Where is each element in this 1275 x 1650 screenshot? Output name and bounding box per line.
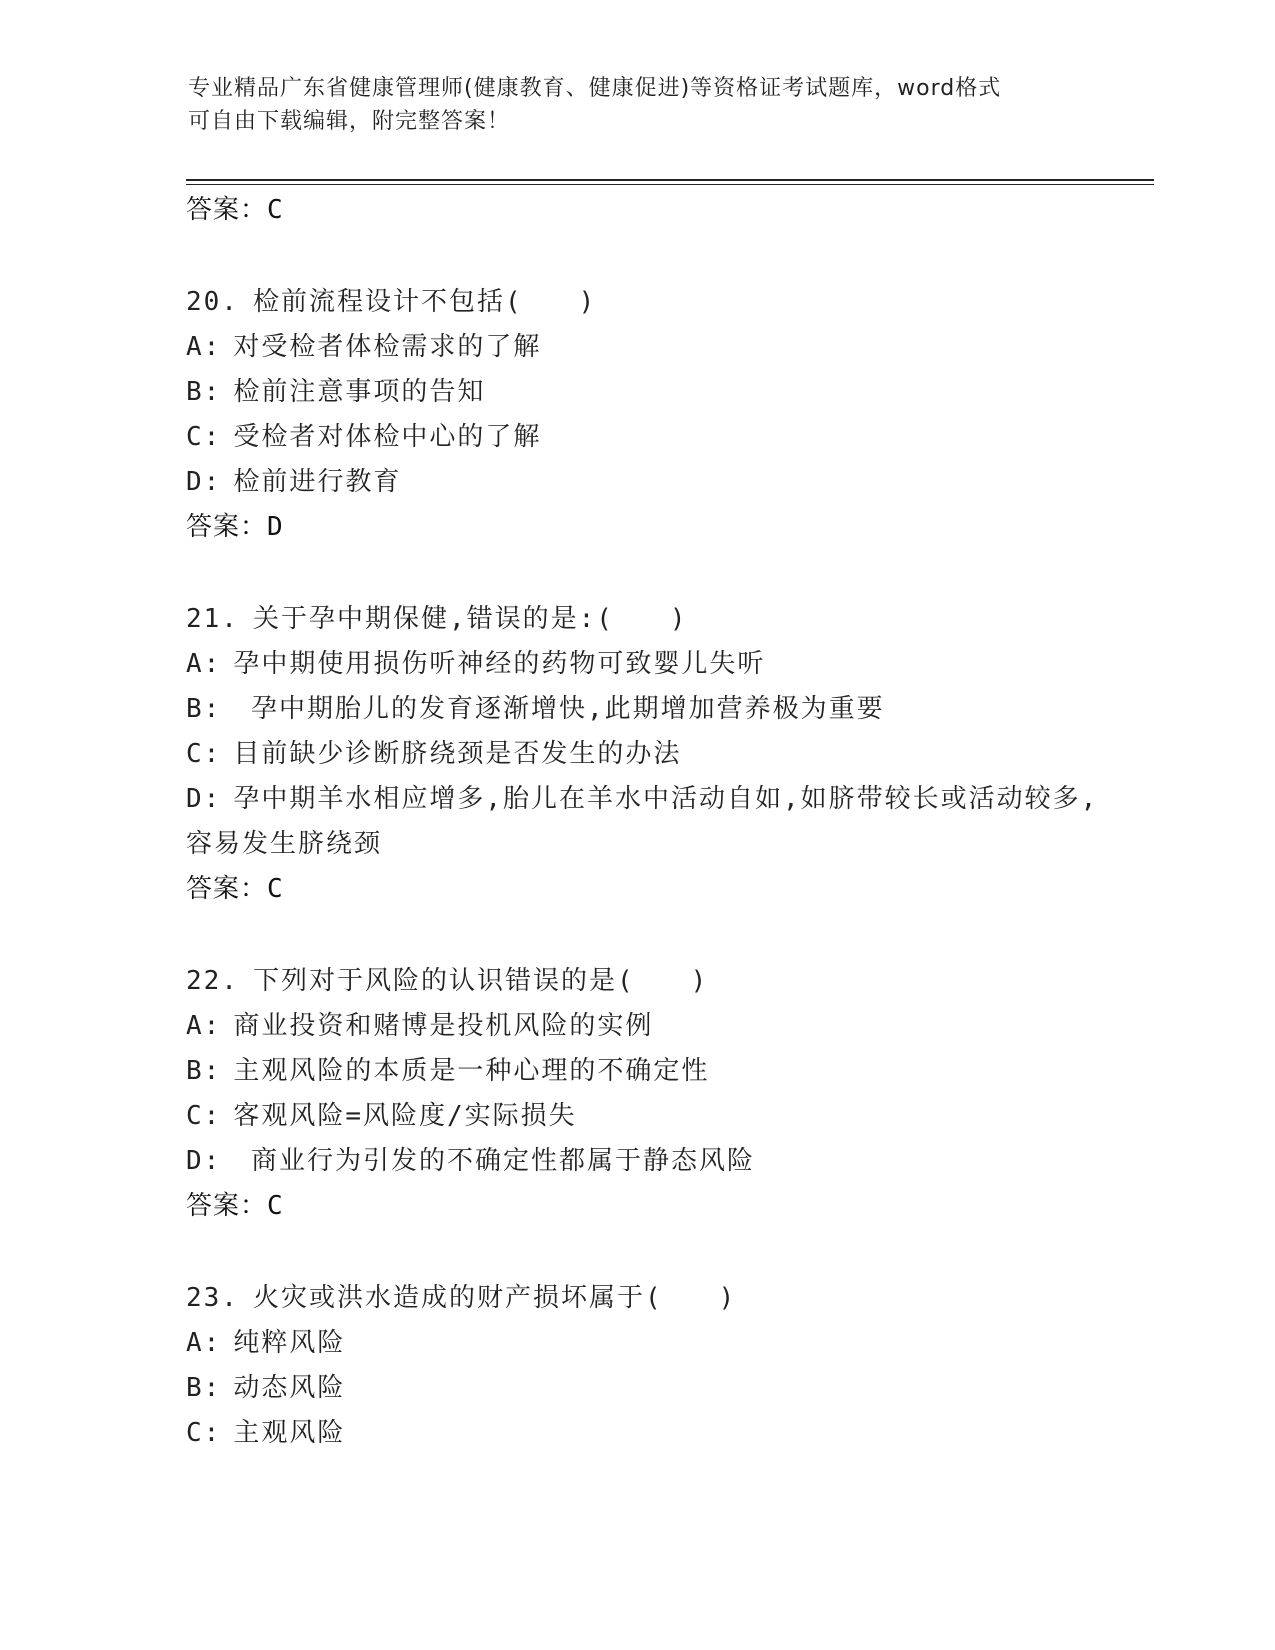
option-c bbox=[186, 415, 1106, 460]
option-c bbox=[186, 732, 1106, 777]
answer-line bbox=[186, 1184, 1106, 1229]
question-list bbox=[186, 188, 1106, 1456]
question-stem bbox=[186, 597, 1106, 642]
option-letter: A: bbox=[186, 1011, 222, 1041]
question-block bbox=[186, 597, 1106, 912]
option-letter: B: bbox=[186, 377, 222, 407]
option-letter: D: bbox=[186, 1146, 222, 1176]
answer-label: 答案： bbox=[186, 512, 268, 542]
option-letter: A: bbox=[186, 649, 222, 679]
option-text: 检前进行教育 bbox=[233, 467, 402, 497]
option-text: 纯粹风险 bbox=[233, 1328, 346, 1358]
option-text: 商业行为引发的不确定性都属于静态风险 bbox=[233, 1146, 755, 1176]
option-letter: B: bbox=[186, 1056, 222, 1086]
option-letter: D: bbox=[186, 467, 222, 497]
option-letter: B: bbox=[186, 694, 222, 724]
answer-key: C bbox=[267, 874, 284, 904]
option-a bbox=[186, 1004, 1106, 1049]
answer-line bbox=[186, 505, 1106, 550]
answer-line bbox=[186, 188, 1106, 233]
option-a bbox=[186, 325, 1106, 370]
option-text: 受检者对体检中心的了解 bbox=[233, 422, 542, 452]
option-text: 主观风险的本质是一种心理的不确定性 bbox=[233, 1056, 710, 1086]
question-block bbox=[186, 959, 1106, 1229]
option-a bbox=[186, 1321, 1106, 1366]
option-d bbox=[186, 460, 1106, 505]
option-text: 检前注意事项的告知 bbox=[233, 377, 486, 407]
option-c bbox=[186, 1411, 1106, 1456]
option-text: 商业投资和赌博是投机风险的实例 bbox=[233, 1011, 654, 1041]
option-letter: C: bbox=[186, 1101, 222, 1131]
answer-label: 答案： bbox=[186, 1191, 268, 1221]
option-letter: A: bbox=[186, 1328, 222, 1358]
header-divider-thick bbox=[186, 179, 1154, 181]
option-letter: B: bbox=[186, 1373, 222, 1403]
page-header bbox=[188, 72, 1088, 138]
option-text: 对受检者体检需求的了解 bbox=[233, 332, 542, 362]
question-text: 下列对于风险的认识错误的是( ) bbox=[252, 966, 709, 996]
option-b bbox=[186, 1049, 1106, 1094]
option-a bbox=[186, 642, 1106, 687]
option-letter: D: bbox=[186, 784, 222, 814]
answer-label: 答案： bbox=[186, 195, 268, 225]
question-text: 检前流程设计不包括( ) bbox=[252, 287, 597, 317]
option-text: 主观风险 bbox=[233, 1418, 346, 1448]
option-letter: C: bbox=[186, 1418, 222, 1448]
question-number: 21. bbox=[186, 604, 239, 634]
answer-key: C bbox=[267, 195, 284, 225]
question-text: 火灾或洪水造成的财产损坏属于( ) bbox=[252, 1283, 737, 1313]
option-b bbox=[186, 687, 1106, 732]
question-block bbox=[186, 280, 1106, 550]
option-b bbox=[186, 370, 1106, 415]
question-number: 20. bbox=[186, 287, 239, 317]
option-b bbox=[186, 1366, 1106, 1411]
option-text: 孕中期胎儿的发育逐渐增快,此期增加营养极为重要 bbox=[233, 694, 885, 724]
answer-key: D bbox=[267, 512, 284, 542]
option-letter: A: bbox=[186, 332, 222, 362]
option-text: 动态风险 bbox=[233, 1373, 346, 1403]
option-d bbox=[186, 1139, 1106, 1184]
option-letter: C: bbox=[186, 739, 222, 769]
question-stem bbox=[186, 280, 1106, 325]
answer-key: C bbox=[267, 1191, 284, 1221]
option-letter: C: bbox=[186, 422, 222, 452]
question-stem bbox=[186, 959, 1106, 1004]
question-stem bbox=[186, 1276, 1106, 1321]
header-line-2: 可自由下载编辑，附完整答案！ bbox=[188, 109, 511, 134]
option-text: 孕中期羊水相应增多,胎儿在羊水中活动自如,如脐带较长或活动较多,容易发生脐绕颈 bbox=[186, 784, 1099, 859]
option-text: 孕中期使用损伤听神经的药物可致婴儿失听 bbox=[233, 649, 766, 679]
question-number: 23. bbox=[186, 1283, 239, 1313]
header-divider-thin bbox=[186, 184, 1154, 185]
question-block bbox=[186, 1276, 1106, 1456]
answer-line bbox=[186, 867, 1106, 912]
question-number: 22. bbox=[186, 966, 239, 996]
option-text: 客观风险=风险度/实际损失 bbox=[233, 1101, 577, 1131]
option-d bbox=[186, 777, 1106, 867]
answer-label: 答案： bbox=[186, 874, 268, 904]
option-text: 目前缺少诊断脐绕颈是否发生的办法 bbox=[233, 739, 682, 769]
option-c bbox=[186, 1094, 1106, 1139]
header-line-1: 专业精品广东省健康管理师(健康教育、健康促进)等资格证考试题库，word格式 bbox=[188, 76, 1002, 101]
question-text: 关于孕中期保健,错误的是:( ) bbox=[252, 604, 688, 634]
